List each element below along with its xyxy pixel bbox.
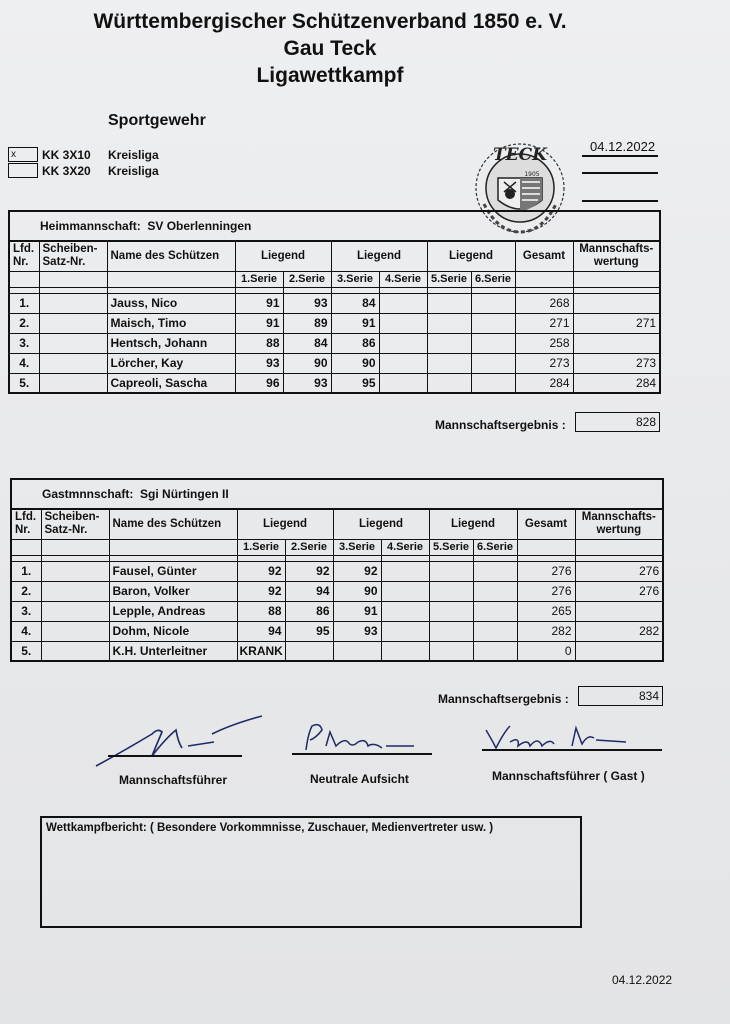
blank-line-2 (582, 200, 658, 202)
serie-4: 4.Serie (379, 271, 427, 287)
guest-header-row (11, 509, 663, 539)
report-label: Wettkampfbericht: ( Besondere Vorkommnisse, Zuschauer, Medienvertreter usw. ) (46, 822, 494, 834)
home-team-label: Heimmannschaft: (40, 219, 141, 233)
col-nr: Lfd. Nr. (11, 509, 41, 539)
shooter-name: Baron, Volker (109, 581, 237, 601)
serie-1: 1.Serie (237, 539, 285, 555)
date-top-underline (582, 155, 658, 157)
table-row: 3. Lepple, Andreas 88 86 91 265 (11, 601, 663, 621)
option-league-2: Kreisliga (108, 164, 159, 178)
col-liegend-3: Liegend (429, 509, 517, 539)
home-result-label: Mannschaftsergebnis : (435, 418, 566, 432)
table-row: 5. K.H. Unterleitner KRANK 0 (11, 641, 663, 661)
col-gesamt: Gesamt (517, 509, 575, 539)
table-row: 5. Capreoli, Sascha 96 93 95 284 284 (9, 373, 660, 393)
serie-5: 5.Serie (427, 271, 471, 287)
shooter-name: Hentsch, Johann (107, 333, 235, 353)
col-liegend-2: Liegend (331, 241, 427, 271)
table-row: 1. Fausel, Günter 92 92 92 276 276 (11, 561, 663, 581)
home-team-row (9, 211, 660, 241)
guest-team-name: Sgi Nürtingen II (140, 487, 229, 501)
date-top: 04.12.2022 (590, 139, 656, 154)
col-gesamt: Gesamt (515, 241, 573, 271)
guest-captain-label: Mannschaftsführer ( Gast ) (492, 769, 645, 783)
guest-captain-signature (476, 716, 666, 760)
competition-title: Ligawettkampf (256, 64, 404, 87)
table-row: 2. Baron, Volker 92 94 90 276 276 (11, 581, 663, 601)
col-scheiben: Scheiben- Satz-Nr. (39, 241, 107, 271)
shooter-name: Capreoli, Sascha (107, 373, 235, 393)
col-liegend-1: Liegend (237, 509, 333, 539)
guest-result-value: 834 (578, 686, 663, 706)
emblem-text: TECK (493, 145, 547, 165)
captain-label: Mannschaftsführer (119, 773, 228, 787)
shooter-name: Dohm, Nicole (109, 621, 237, 641)
col-name: Name des Schützen (107, 241, 235, 271)
table-row: 4. Dohm, Nicole 94 95 93 282 282 (11, 621, 663, 641)
option-checkbox-2[interactable] (8, 163, 38, 178)
guest-serie-row (11, 539, 663, 555)
col-mannschaft: Mannschafts- wertung (573, 241, 660, 271)
home-team-name: SV Oberlenningen (147, 219, 252, 233)
serie-6: 6.Serie (473, 539, 517, 555)
guest-score-table (10, 478, 664, 662)
neutral-label: Neutrale Aufsicht (310, 772, 409, 786)
guest-result-label: Mannschaftsergebnis : (438, 692, 569, 706)
table-row: 1. Jauss, Nico 91 93 84 268 (9, 293, 660, 313)
table-row: 2. Maisch, Timo 91 89 91 271 271 (9, 313, 660, 333)
guest-team-label: Gastmnnschaft: (42, 487, 134, 501)
shooter-name: Maisch, Timo (107, 313, 235, 333)
home-serie-row (9, 271, 660, 287)
date-bottom: 04.12.2022 (612, 973, 673, 987)
district-title: Gau Teck (283, 37, 377, 60)
col-liegend-3: Liegend (427, 241, 515, 271)
serie-3: 3.Serie (333, 539, 381, 555)
discipline-label: Sportgewehr (108, 112, 206, 129)
col-liegend-1: Liegend (235, 241, 331, 271)
shooter-name: Lepple, Andreas (109, 601, 237, 621)
home-header-row (9, 241, 660, 271)
option-checkbox-1[interactable]: x (8, 147, 38, 162)
neutral-signature (286, 718, 436, 764)
blank-line-1 (582, 172, 658, 174)
table-row: 3. Hentsch, Johann 88 84 86 258 (9, 333, 660, 353)
serie-1: 1.Serie (235, 271, 283, 287)
option-league-1: Kreisliga (108, 148, 159, 162)
col-liegend-2: Liegend (333, 509, 429, 539)
association-title: Württembergischer Schützenverband 1850 e. V. (93, 10, 567, 33)
competition-report-box[interactable] (40, 816, 582, 928)
serie-6: 6.Serie (471, 271, 515, 287)
table-row: 4. Lörcher, Kay 93 90 90 273 273 (9, 353, 660, 373)
shooter-name: Jauss, Nico (107, 293, 235, 313)
col-mannschaft: Mannschafts- wertung (575, 509, 663, 539)
captain-signature (92, 712, 272, 772)
option-class-1: KK 3X10 (42, 148, 91, 162)
serie-3: 3.Serie (331, 271, 379, 287)
home-result-value: 828 (575, 412, 660, 432)
option-class-2: KK 3X20 (42, 164, 91, 178)
emblem-year: 1905 (524, 171, 540, 178)
serie-2: 2.Serie (285, 539, 333, 555)
home-score-table (8, 210, 661, 394)
serie-2: 2.Serie (283, 271, 331, 287)
shooter-name: K.H. Unterleitner (109, 641, 237, 661)
col-name: Name des Schützen (109, 509, 237, 539)
serie-4: 4.Serie (381, 539, 429, 555)
col-scheiben: Scheiben- Satz-Nr. (41, 509, 109, 539)
shooter-name: Fausel, Günter (109, 561, 237, 581)
serie-5: 5.Serie (429, 539, 473, 555)
shooter-name: Lörcher, Kay (107, 353, 235, 373)
guest-team-row (11, 479, 663, 509)
col-nr: Lfd. Nr. (9, 241, 39, 271)
